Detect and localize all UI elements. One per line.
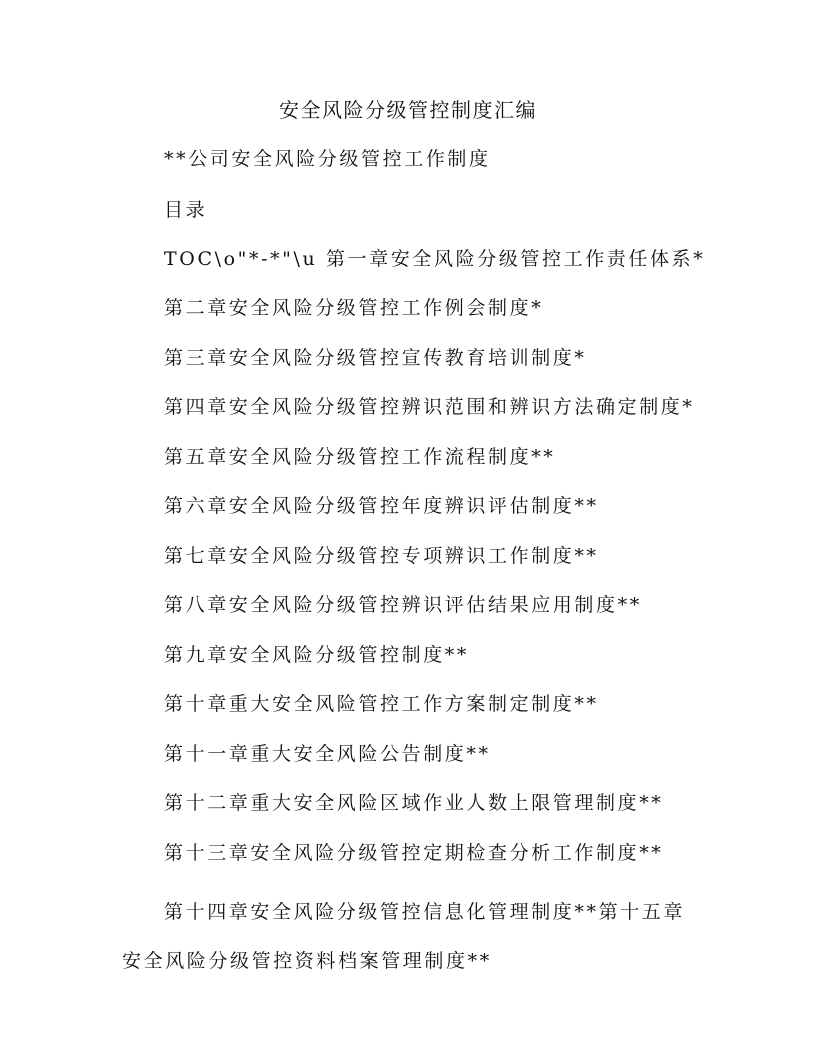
- toc-entry-wrapped: 第十四章安全风险分级管控信息化管理制度**第十五章安全风险分级管控资料档案管理制度**: [122, 901, 686, 972]
- toc-entry: 第六章安全风险分级管控年度辨识评估制度**: [164, 495, 599, 517]
- document-title: 安全风险分级管控制度汇编: [279, 98, 537, 122]
- toc-entry: 第十三章安全风险分级管控定期检查分析工作制度**: [164, 842, 664, 864]
- document-subtitle: **公司安全风险分级管控工作制度: [164, 148, 491, 170]
- toc-entry: 第十一章重大安全风险公告制度**: [164, 743, 491, 765]
- toc-heading: 目录: [164, 199, 208, 221]
- toc-entry: 第十二章重大安全风险区域作业人数上限管理制度**: [164, 792, 664, 814]
- toc-entry: 第五章安全风险分级管控工作流程制度**: [164, 446, 556, 468]
- toc-entry: 第九章安全风险分级管控制度**: [164, 644, 470, 666]
- toc-entry: TOC\o"*-*"\u 第一章安全风险分级管控工作责任体系*: [164, 248, 706, 270]
- toc-entry: 第八章安全风险分级管控辨识评估结果应用制度**: [164, 594, 642, 616]
- toc-entry: 第十章重大安全风险管控工作方案制定制度**: [164, 693, 599, 715]
- toc-entry: 第七章安全风险分级管控专项辨识工作制度**: [164, 545, 599, 567]
- toc-entry: 第三章安全风险分级管控宣传教育培训制度*: [164, 347, 587, 369]
- toc-entry: 第四章安全风险分级管控辨识范围和辨识方法确定制度*: [164, 396, 695, 418]
- toc-entry: 第二章安全风险分级管控工作例会制度*: [164, 297, 544, 319]
